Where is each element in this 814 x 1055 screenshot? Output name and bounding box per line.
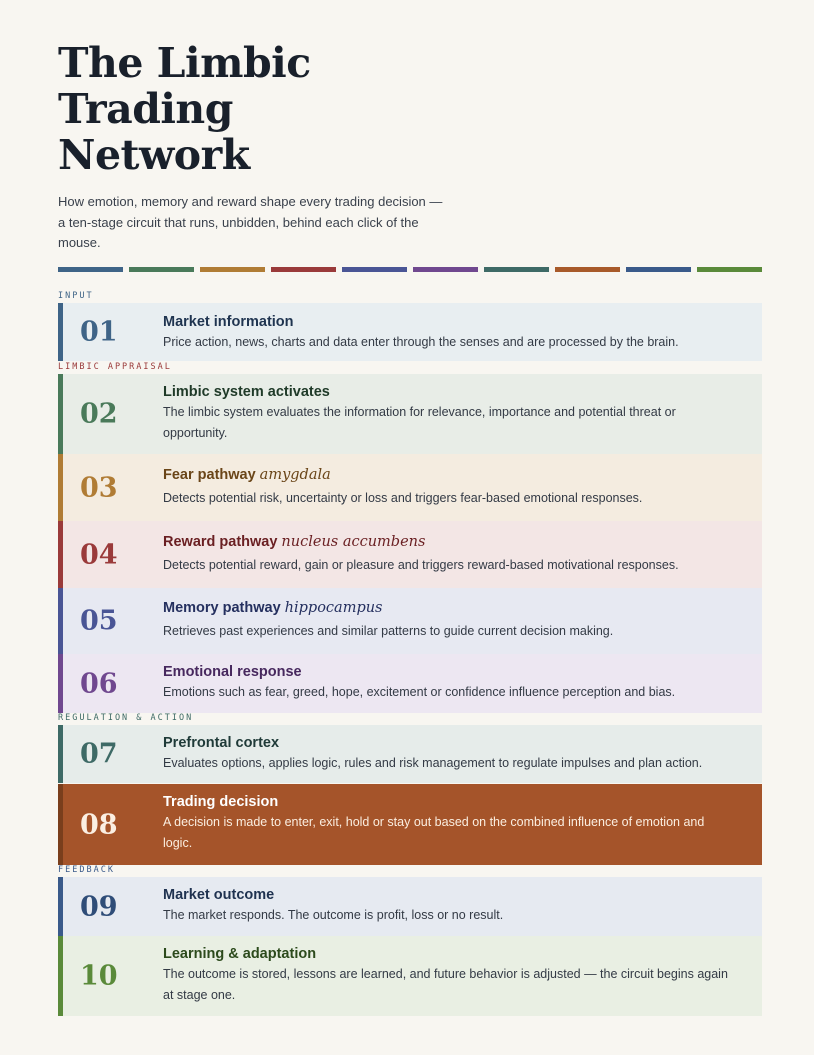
stage-accent [58,936,63,1016]
stage-number: 03 [80,472,118,503]
stage-number: 02 [80,398,118,430]
stage-number: 06 [80,668,118,699]
stage-number: 08 [80,809,118,840]
stage-title: Market outcome [163,887,275,903]
color-swatch [697,267,762,272]
stage-title: Limbic system activates [163,384,330,400]
stage-description: Retrieves past experiences and similar patterns to guide current decision making. [163,624,614,638]
stage-accent [58,784,63,865]
stage-accent [58,303,63,361]
stage-latin-name: nucleus accumbens [281,534,426,550]
stage-description: The market responds. The outcome is profit, loss or no result. [163,908,504,922]
section-label-regulation: REGULATION & ACTION [58,713,194,723]
stage-title: Reward pathway [163,534,278,550]
stage-title: Market information [163,314,294,330]
stage-accent [58,725,63,783]
stage-latin-name: hippocampus [284,600,383,616]
stage-accent [58,588,63,654]
stage-08 [58,784,762,865]
stage-accent [58,374,63,454]
stage-latin-name: amygdala [259,467,331,483]
stage-04 [58,521,762,588]
stage-title: Emotional response [163,664,302,680]
stage-title: Trading decision [163,794,279,810]
color-swatch [413,267,478,272]
color-bar [58,267,762,272]
stage-accent [58,654,63,713]
page-title: The Limbic Trading Network [58,39,311,179]
stage-09 [58,877,762,936]
stage-01 [58,303,762,361]
color-swatch [200,267,265,272]
stage-description: Detects potential reward, gain or pleasure and triggers reward-based motivational responses. [163,558,679,572]
color-swatch [626,267,691,272]
stage-number: 05 [80,605,118,637]
stage-title: Fear pathway [163,467,256,483]
stage-description: Emotions such as fear, greed, hope, excitement or confidence influence perception and bias. [163,685,676,699]
stage-03 [58,454,762,521]
stage-05 [58,588,762,654]
stage-description: The limbic system evaluates the information for relevance, importance and potential threat or opportunity. [163,405,676,440]
stage-number: 04 [80,539,118,570]
stage-description: Detects potential risk, uncertainty or loss and triggers fear-based emotional responses. [163,491,643,505]
stage-description: The outcome is stored, lessons are learned, and future behavior is adjusted — the circuit begins again at stage one. [163,967,728,1002]
stage-description: A decision is made to enter, exit, hold or stay out based on the combined influence of emotion and logic. [163,815,705,850]
color-swatch [271,267,336,272]
infographic [58,39,762,1002]
color-swatch [58,267,123,272]
stage-title: Memory pathway [163,600,281,616]
color-swatch [129,267,194,272]
stage-number: 07 [80,738,118,770]
stage-description: Price action, news, charts and data enter through the senses and are processed by the brain. [163,335,679,349]
color-swatch [342,267,407,272]
stage-number: 09 [80,891,118,922]
page-subtitle: How emotion, memory and reward shape every trading decision — a ten-stage circuit that runs, unbidden, behind each click of the mouse. [58,194,443,250]
stage-number: 01 [80,316,118,348]
stage-number: 10 [80,960,118,992]
stage-accent [58,454,63,521]
stage-07 [58,725,762,783]
section-label-input: INPUT [58,291,94,301]
section-label-limbic: LIMBIC APPRAISAL [58,362,172,372]
stage-title: Learning & adaptation [163,946,317,962]
stage-accent [58,877,63,936]
stage-accent [58,521,63,588]
color-swatch [555,267,620,272]
color-swatch [484,267,549,272]
stage-description: Evaluates options, applies logic, rules and risk management to regulate impulses and plan action. [163,756,703,770]
section-label-feedback: FEEDBACK [58,865,115,875]
stage-10 [58,936,762,1016]
stage-06 [58,654,762,713]
stage-title: Prefrontal cortex [163,735,280,751]
stage-02 [58,374,762,454]
